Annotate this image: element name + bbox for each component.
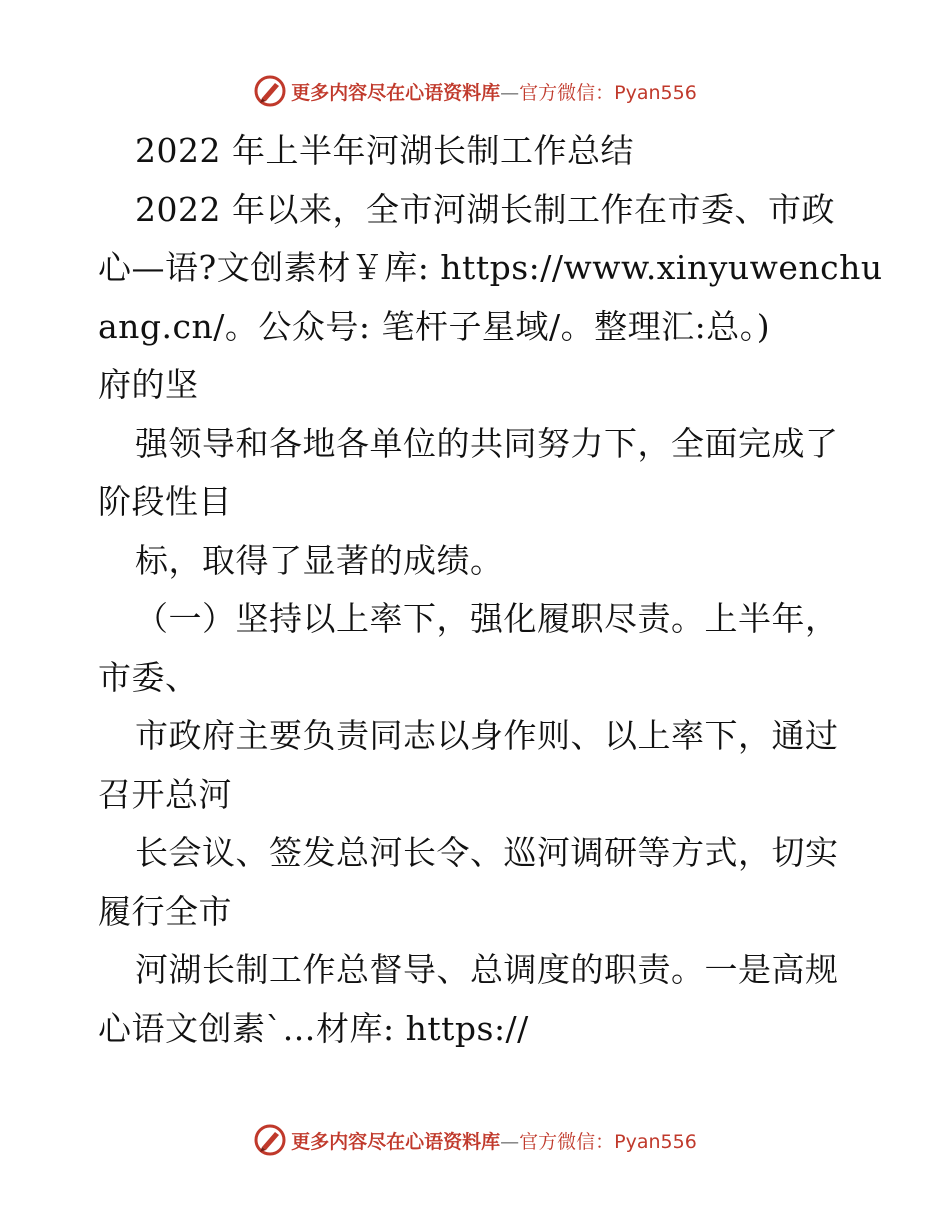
banner-text: 更多内容尽在心语资料库—官方微信：Pyan556 (291, 81, 697, 104)
paragraph-line: 强领导和各地各单位的共同努力下，全面完成了 (135, 423, 839, 463)
paragraph-line: 府的坚 (98, 365, 199, 404)
paragraph-line: 心—语?文创素材￥库: https://www.xinyuwenchu (98, 248, 883, 287)
paragraph-line: 标，取得了显著的成绩。 (135, 540, 504, 580)
paragraph-line: （一）坚持以上率下，强化履职尽责。上半年， (135, 599, 839, 638)
header-banner (0, 71, 950, 111)
footer-banner (0, 1120, 950, 1160)
paragraph-line: 履行全市 (98, 891, 232, 931)
pen-logo-icon (253, 74, 287, 108)
pen-logo-icon (253, 1123, 287, 1157)
paragraph-line: 市政府主要负责同志以身作则、以上率下，通过 (135, 716, 839, 755)
document-body (98, 122, 883, 1058)
paragraph-line: 长会议、签发总河长令、巡河调研等方式，切实 (135, 833, 839, 872)
banner-text: 更多内容尽在心语资料库—官方微信：Pyan556 (291, 1130, 697, 1153)
paragraph-line: 市委、 (98, 657, 199, 697)
paragraph-line: 心语文创素`…材库: https:// (98, 1008, 529, 1048)
paragraph-line: 召开总河 (98, 774, 232, 814)
paragraph-line: ang.cn/。公众号: 笔杆子星域/。整理汇:总。) (98, 306, 771, 346)
paragraph-line: 河湖长制工作总督导、总调度的职责。一是高规 (135, 950, 839, 989)
document-title: 2022 年上半年河湖长制工作总结 (135, 131, 634, 170)
paragraph-line: 阶段性目 (98, 482, 232, 521)
paragraph-line: 2022 年以来，全市河湖长制工作在市委、市政 (135, 189, 835, 229)
